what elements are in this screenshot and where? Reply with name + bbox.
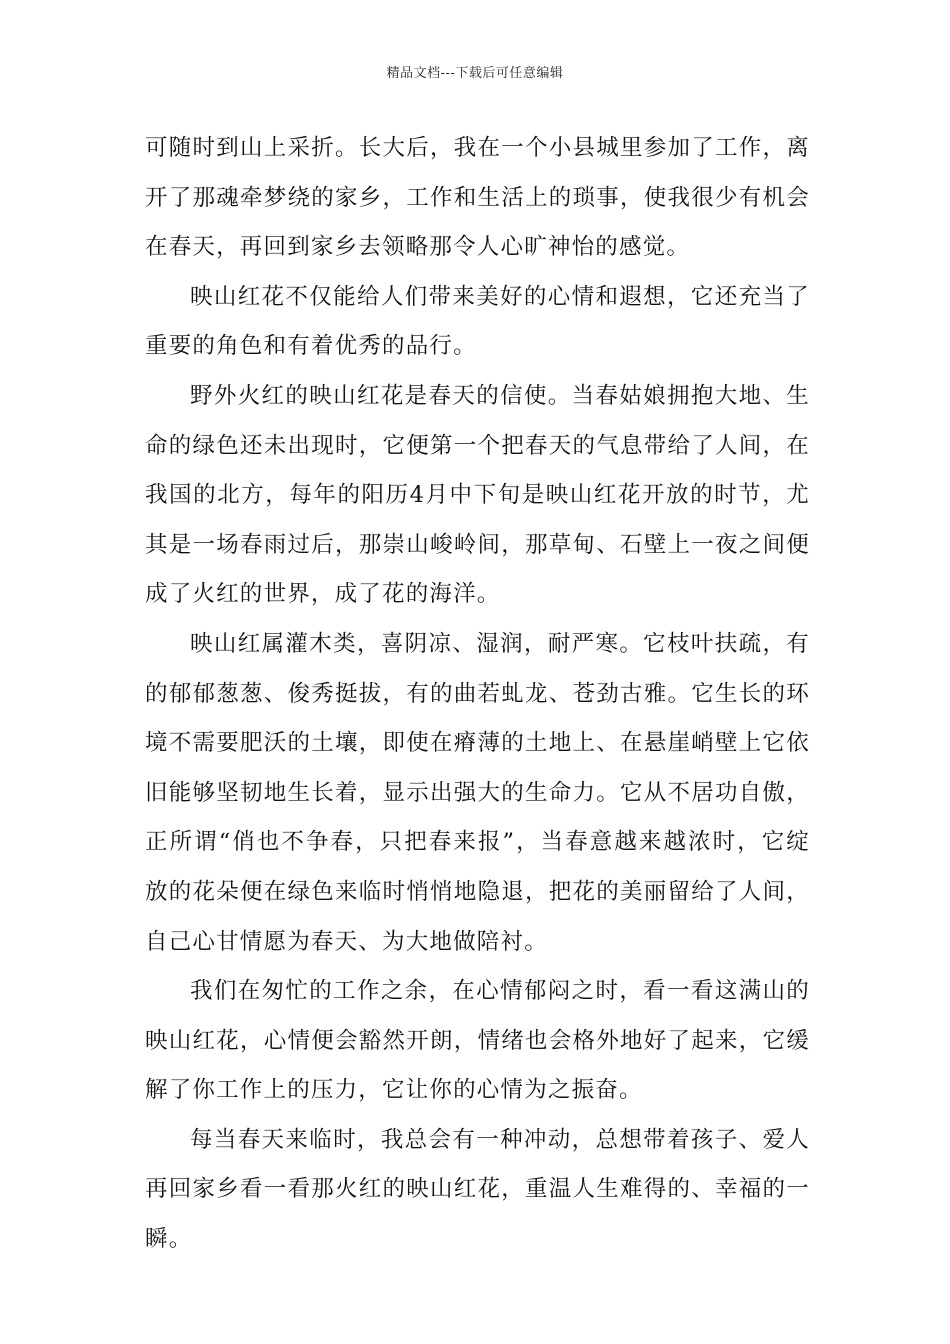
paragraph-continuation: 可随时到山上采折。长大后，我在一个小县城里参加了工作，离开了那魂牵梦绕的家乡，工作和生活上的琐事，使我很少有机会在春天，再回到家乡去领略那令人心旷神怡的感觉。 [145, 135, 810, 261]
paragraph: 映山红属灌木类，喜阴凉、湿润，耐严寒。它枝叶扶疏，有的郁郁葱葱、俊秀挺拔，有的曲若虬龙、苍劲古雅。它生长的环境不需要肥沃的土壤，即使在瘠薄的土地上、在悬崖峭壁上它依旧能够坚韧地生长着，显示出强大的生命力。它从不居功自傲，正所谓“俏也不争春，只把春来报”，当春意越来越浓时，它绽放的花朵便在绿色来临时悄悄地隐退，把花的美丽留给了人间，自己心甘情愿为春天、为大地做陪衬。 [145, 630, 810, 955]
paragraph: 每当春天来临时，我总会有一种冲动，总想带着孩子、爱人再回家乡看一看那火红的映山红花，重温人生难得的、幸福的一瞬。 [145, 1126, 810, 1253]
paragraph: 映山红花不仅能给人们带来美好的心情和遐想，它还充当了重要的角色和有着优秀的品行。 [145, 283, 810, 360]
document-body [145, 124, 810, 1265]
paragraph: 我们在匆忙的工作之余，在心情郁闷之时，看一看这满山的映山红花，心情便会豁然开朗，情绪也会格外地好了起来，它缓解了你工作上的压力，它让你的心情为之振奋。 [145, 978, 810, 1104]
page-header: 精品文档---下载后可任意编辑 [386, 66, 564, 81]
paragraph: 野外火红的映山红花是春天的信使。当春姑娘拥抱大地、生命的绿色还未出现时，它便第一个把春天的气息带给了人间，在我国的北方，每年的阳历4月中下旬是映山红花开放的时节，尤其是一场春雨过后，那崇山峻岭间，那草甸、石壁上一夜之间便成了火红的世界，成了花的海洋。 [145, 382, 810, 608]
